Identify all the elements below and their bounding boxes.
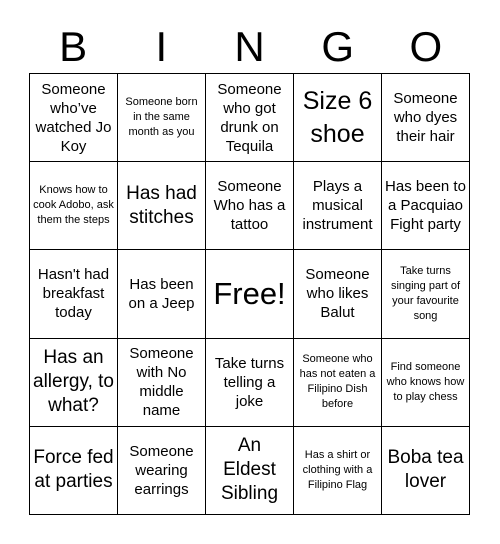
- bingo-cell[interactable]: Force fed at parties: [30, 427, 118, 515]
- bingo-header: [29, 22, 470, 72]
- bingo-cell[interactable]: Size 6 shoe: [294, 74, 382, 162]
- bingo-cell[interactable]: Find someone who knows how to play chess: [382, 339, 470, 427]
- bingo-cell[interactable]: Has been on a Jeep: [118, 250, 206, 338]
- header-letter-n: N: [234, 23, 265, 70]
- free-space[interactable]: Free!: [206, 250, 294, 338]
- header-letter-b: B: [59, 23, 88, 70]
- bingo-cell[interactable]: Knows how to cook Adobo, ask them the steps: [30, 162, 118, 250]
- bingo-cell[interactable]: Has a shirt or clothing with a Filipino Flag: [294, 427, 382, 515]
- bingo-cell[interactable]: Someone born in the same month as you: [118, 74, 206, 162]
- header-letter-g: G: [321, 23, 355, 70]
- bingo-cell[interactable]: Someone who got drunk on Tequila: [206, 74, 294, 162]
- bingo-cell[interactable]: Boba tea lover: [382, 427, 470, 515]
- bingo-cell[interactable]: Someone with No middle name: [118, 339, 206, 427]
- bingo-cell[interactable]: Has an allergy, to what?: [30, 339, 118, 427]
- bingo-cell[interactable]: Someone who dyes their hair: [382, 74, 470, 162]
- bingo-cell[interactable]: Has been to a Pacquiao Fight party: [382, 162, 470, 250]
- bingo-cell[interactable]: Take turns telling a joke: [206, 339, 294, 427]
- header-letter-i: I: [155, 23, 168, 70]
- bingo-cell[interactable]: Has had stitches: [118, 162, 206, 250]
- bingo-cell[interactable]: Plays a musical instrument: [294, 162, 382, 250]
- bingo-cell[interactable]: Someone who has not eaten a Filipino Dish before: [294, 339, 382, 427]
- bingo-cell[interactable]: Take turns singing part of your favourite song: [382, 250, 470, 338]
- bingo-grid: [29, 73, 470, 515]
- bingo-cell[interactable]: Someone who’ve watched Jo Koy: [30, 74, 118, 162]
- bingo-cell[interactable]: Someone wearing earrings: [118, 427, 206, 515]
- header-letter-o: O: [409, 23, 443, 70]
- bingo-cell[interactable]: Hasn't had breakfast today: [30, 250, 118, 338]
- bingo-cell[interactable]: Someone Who has a tattoo: [206, 162, 294, 250]
- bingo-cell[interactable]: Someone who likes Balut: [294, 250, 382, 338]
- bingo-cell[interactable]: An Eldest Sibling: [206, 427, 294, 515]
